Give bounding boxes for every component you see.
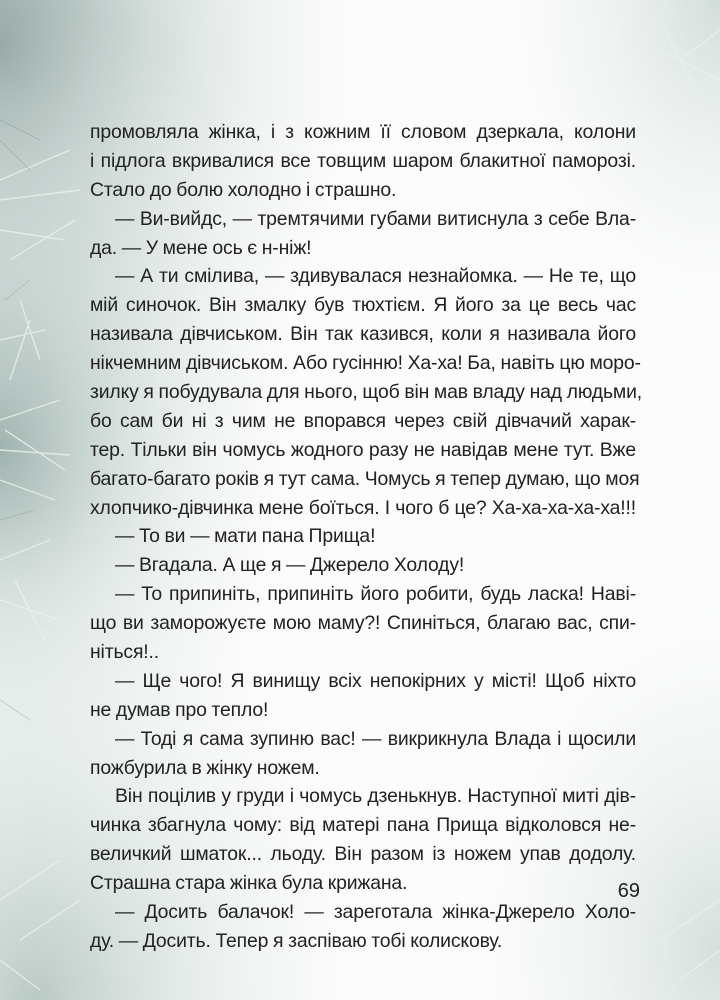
text-line: чинка збагнула чому: від матері пана Прища відколовся не- xyxy=(90,814,636,837)
text-line: — Ви-вийдс, — тремтячими губами витиснула з себе Вла- xyxy=(115,207,636,230)
text-line: не думав про тепло! xyxy=(90,698,269,721)
text-line: — То припиніть, припиніть його робити, будь ласка! Наві- xyxy=(115,583,636,606)
text-line: Стало до болю холодно і страшно. xyxy=(90,178,397,201)
text-line: Страшна стара жінка була крижана. xyxy=(90,872,408,895)
page-number: 69 xyxy=(617,880,640,902)
text-line: зилку я побудувала для нього, щоб він мав владу над людьми, xyxy=(90,381,643,404)
text-line: Він поцілив у груди і чомусь дзенькнув. Наступної миті дів- xyxy=(115,785,636,808)
text-line: що ви заморожуєте мою маму?! Спиніться, благаю вас, спи- xyxy=(90,612,636,635)
text-line: бо сам би ні з чим не впорався через свій дівчачий харак- xyxy=(90,409,636,432)
text-line: хлопчико-дівчинка мене боїться. І чого б це? Ха-ха-ха-ха-ха!!! xyxy=(90,496,636,519)
text-line: — Вгадала. А ще я — Джерело Холоду! xyxy=(115,554,465,577)
text-line: — Тоді я сама зупиню вас! — викрикнула Влада і щосили xyxy=(115,727,636,750)
text-line: промовляла жінка, і з кожним її словом дзеркала, колони xyxy=(90,121,636,143)
text-line: мій синочок. Він змалку був тюхтієм. Я його за це весь час xyxy=(90,294,636,317)
text-line: да. — У мене ось є н-ніж! xyxy=(90,236,312,259)
text-line: — А ти смілива, — здивувалася незнайомка. — Не те, що xyxy=(115,265,636,288)
text-line: — Досить балачок! — зареготала жінка-Джерело Холо- xyxy=(115,901,636,924)
text-line: багато-багато років я тут сама. Чомусь я тепер думаю, що моя xyxy=(90,467,640,490)
text-line: ду. — Досить. Тепер я заспіваю тобі колискову. xyxy=(90,929,503,952)
text-line: називала дівчиськом. Він так казився, коли я називала його xyxy=(90,323,636,346)
text-line: і підлога вкривалися все товщим шаром блакитної паморозі. xyxy=(90,149,636,172)
story-text xyxy=(90,118,643,956)
text-line: величкий шматок... льоду. Він разом із ножем упав додолу. xyxy=(90,843,636,866)
text-line: — То ви — мати пана Прища! xyxy=(115,525,376,548)
text-line: нікчемним дівчиськом. Або гусінню! Ха-ха! Ба, навіть цю моро- xyxy=(90,352,641,375)
text-line: пожбурила в жінку ножем. xyxy=(90,756,320,779)
text-line: ніться!.. xyxy=(90,641,160,664)
text-line: тер. Тільки він чомусь жодного разу не навідав мене тут. Вже xyxy=(90,438,636,461)
text-line: — Ще чого! Я винищу всіх непокірних у місті! Щоб ніхто xyxy=(115,669,636,692)
